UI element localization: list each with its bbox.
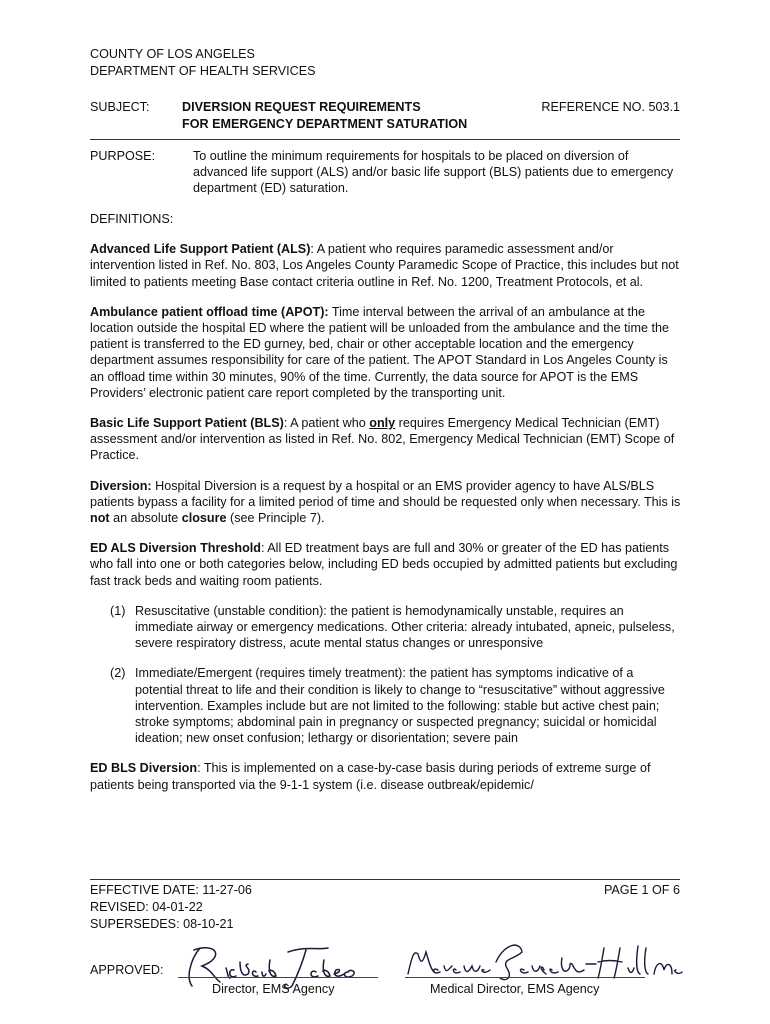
subject-title — [182, 99, 522, 133]
department-name: DEPARTMENT OF HEALTH SERVICES — [90, 64, 316, 78]
list-item-number: (2) — [110, 666, 126, 681]
bls-text-a: : A patient who — [283, 416, 370, 431]
subject-label: SUBJECT: — [90, 100, 150, 114]
approved-label: APPROVED: — [90, 963, 164, 977]
diversion-text-c: (see Principle 7). — [226, 511, 325, 526]
organization-header — [90, 46, 490, 80]
definition-ed-als-threshold — [90, 540, 682, 589]
county-name: COUNTY OF LOS ANGELES — [90, 47, 255, 61]
signature-line — [178, 977, 378, 978]
footer-divider — [90, 879, 680, 880]
document-dates — [90, 882, 390, 933]
medical-director-signature — [400, 934, 690, 986]
revised-date: REVISED: 04-01-22 — [90, 900, 203, 914]
subject-title-line2: FOR EMERGENCY DEPARTMENT SATURATION — [182, 117, 468, 131]
als-text: : A patient who requires paramedic assessment and/or intervention listed in Ref. No. 803, Los Angeles County Paramedic Scope of Practice, this includes but not limited to patients meeting Base contact criteria outline in Ref. No. 1200, Treatment Protocols, et al. — [90, 242, 679, 289]
list-item-text: Resuscitative (unstable condition): the patient is hemodynamically unstable, requires an immediate airway or emergency medications. Other criteria: already intubated, apneic, pulseless, severe respiratory distress, acute mental status changes or unresponsive — [135, 603, 675, 651]
diversion-text-b: an absolute — [109, 511, 182, 526]
definition-bls — [90, 415, 682, 464]
effective-date: EFFECTIVE DATE: 11-27-06 — [90, 883, 252, 897]
purpose-label: PURPOSE: — [90, 149, 156, 163]
signer1-title: Director, EMS Agency — [212, 982, 335, 996]
definition-ed-bls-diversion — [90, 760, 682, 792]
definition-diversion — [90, 478, 682, 527]
list-item — [90, 665, 682, 746]
page-number: PAGE 1 OF 6 — [603, 883, 680, 897]
bls-text-b: requires Emergency Medical Technician (EMT) assessment and/or intervention as listed in Ref. No. 802, Emergency Medical Technician (EMT) Scope of Practice. — [90, 416, 675, 463]
subject-title-line1: DIVERSION REQUEST REQUIREMENTS — [182, 100, 421, 114]
supersedes-date: SUPERSEDES: 08-10-21 — [90, 917, 234, 931]
list-item — [90, 603, 682, 652]
ed-als-text: : All ED treatment bays are full and 30% or greater of the ED has patients who fall into one or both categories below, including ED beds occupied by admitted patients but excluding fast track beds and waiting room patients. — [90, 541, 678, 588]
bls-term: Basic Life Support Patient (BLS) — [90, 416, 284, 431]
reference-number: REFERENCE NO. 503.1 — [541, 100, 680, 114]
ed-bls-term: ED BLS Diversion — [90, 761, 198, 776]
signature-line — [405, 977, 645, 978]
list-item-number: (1) — [110, 603, 126, 618]
definitions-heading: DEFINITIONS: — [90, 212, 174, 226]
definition-als — [90, 241, 682, 290]
bls-only-emphasis: only — [369, 416, 396, 431]
header-divider — [90, 139, 680, 140]
diversion-closure-emphasis: closure — [181, 511, 227, 526]
list-item-text: Immediate/Emergent (requires timely treatment): the patient has symptoms indicative of a potential threat to life and their condition is likely to change to “resuscitative” without aggressive intervention. Examples include but are not limited to the following: stable but active chest pain; stroke symptoms; abdominal pain in pregnancy or suspected pregnancy; suicidal or homicidal ideation; new onset confusion; lethargy or disorientation; severe pain — [135, 666, 665, 746]
ed-bls-text: : This is implemented on a case-by-case basis during periods of extreme surge of patients being transported via the 9-1-1 system (i.e. disease outbreak/epidemic/ — [90, 761, 651, 792]
als-term: Advanced Life Support Patient (ALS) — [90, 242, 311, 257]
ed-als-term: ED ALS Diversion Threshold — [90, 541, 261, 556]
signer2-title: Medical Director, EMS Agency — [430, 982, 600, 996]
purpose-text: To outline the minimum requirements for hospitals to be placed on diversion of advanced life support (ALS) and/or basic life support (BLS) patients due to emergency department (ED) saturation. — [193, 149, 674, 196]
diversion-term: Diversion: — [90, 478, 152, 493]
definitions-section — [90, 211, 682, 807]
diversion-not-emphasis: not — [90, 511, 110, 526]
definition-apot — [90, 304, 682, 401]
diversion-text-a: Hospital Diversion is a request by a hospital or an EMS provider agency to have ALS/BLS patients bypass a facility for a limited period of time and should be requested only when necessary. This is — [90, 478, 681, 509]
apot-term: Ambulance patient offload time (APOT): — [90, 304, 329, 319]
apot-text: Time interval between the arrival of an ambulance at the location outside the hospital ED where the patient will be unloaded from the ambulance and the time the patient is transferred to the ED gurney, bed, chair or other acceptable location and the emergency department assumes responsibility for care of the patient. The APOT Standard in Los Angeles County is an offload time within 30 minutes, 90% of the time. Currently, the data source for APOT is the EMS Providers’ electronic patient care report completed by the transporting unit. — [90, 304, 669, 400]
